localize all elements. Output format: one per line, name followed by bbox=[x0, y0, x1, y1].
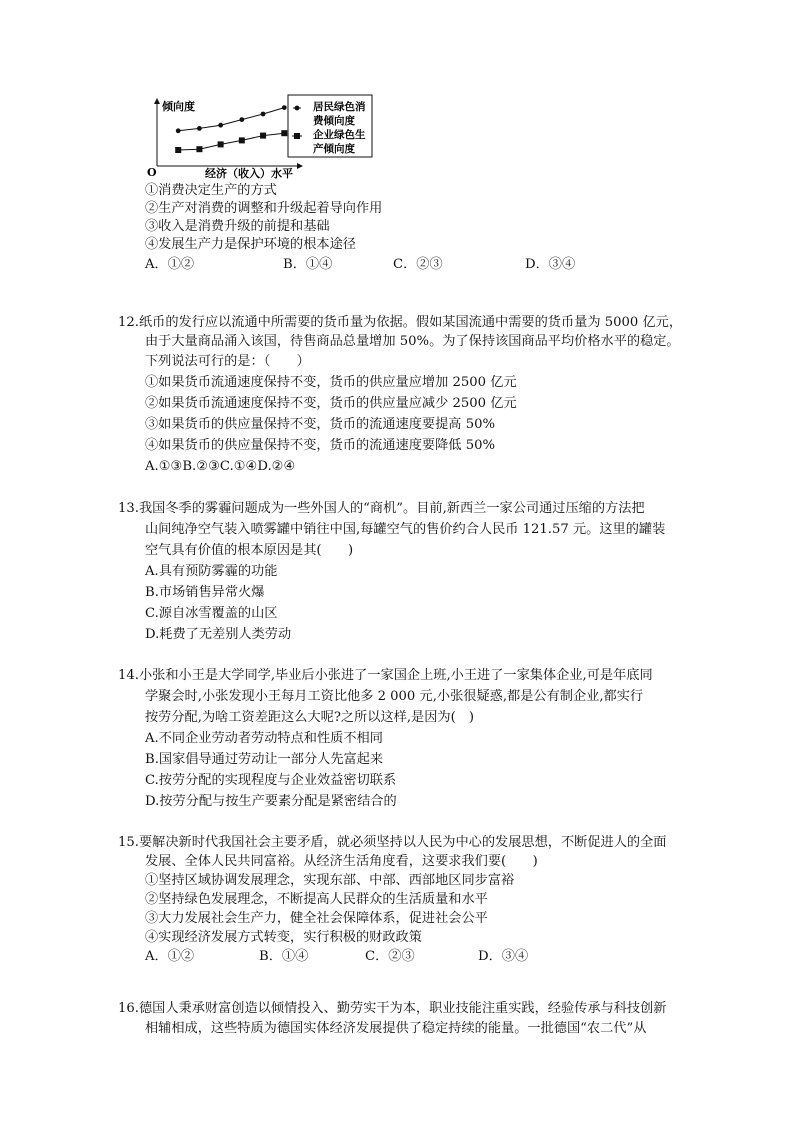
data-point-s1-5 bbox=[281, 130, 287, 136]
y-axis-label: 倾向度 bbox=[162, 100, 195, 113]
q14-option-d[interactable]: D.按劳分配与按生产要素分配是紧密结合的 bbox=[145, 794, 397, 809]
q14-option-a[interactable]: A.不同企业劳动者劳动特点和性质不相同 bbox=[145, 731, 383, 746]
q15-statement-2: ②坚持绿色发展理念，不断提高人民群众的生活质量和水平 bbox=[145, 892, 488, 907]
q14-option-b[interactable]: B.国家倡导通过劳动让一部分人先富起来 bbox=[145, 752, 384, 767]
q12-options[interactable]: A.①③B.②③C.①④D.②④ bbox=[145, 459, 296, 474]
q11-option-d[interactable]: D．③④ bbox=[525, 257, 576, 272]
q11-statement-3: ③收入是消费升级的前提和基础 bbox=[145, 219, 330, 234]
data-point-s0-3 bbox=[239, 117, 244, 122]
q14-stem-line-1: 14.小张和小王是大学同学,毕业后小张进了一家国企上班,小王进了一家集体企业,可是年底同 bbox=[118, 668, 653, 683]
data-point-s0-5 bbox=[282, 105, 287, 110]
q11-statement-2: ②生产对消费的调整和升级起着导向作用 bbox=[145, 201, 383, 216]
q12-stem-line-3: 下列说法可行的是：（ ） bbox=[145, 354, 310, 369]
origin-label: O bbox=[147, 166, 157, 179]
q11-option-c[interactable]: C．②③ bbox=[393, 257, 443, 272]
q15-stem-line-1: 15.要解决新时代我国社会主要矛盾，就必须坚持以人民为中心的发展思想，不断促进人的全面 bbox=[118, 835, 667, 850]
q15-stem-line-2: 发展、全体人民共同富裕。从经济生活角度看，这要求我们要( ) bbox=[145, 854, 538, 869]
q13-option-b[interactable]: B.市场销售异常火爆 bbox=[145, 585, 265, 600]
q15-statement-4: ④实现经济发展方式转变，实行积极的财政政策 bbox=[145, 930, 422, 945]
data-point-s0-1 bbox=[197, 126, 202, 131]
q16-stem-line-1: 16.德国人秉承财富创造以倾情投入、勤劳实干为本，职业技能注重实践，经验传承与科技创新 bbox=[118, 1001, 667, 1016]
q14-option-c[interactable]: C.按劳分配的实现程度与企业效益密切联系 bbox=[145, 773, 397, 788]
legend-enterprise-line1: 企业绿色生 bbox=[313, 129, 366, 141]
q12-statement-3: ③如果货币的供应量保持不变，货币的流通速度要提高 50% bbox=[145, 417, 496, 432]
legend-consumer-line1: 居民绿色消 bbox=[313, 101, 366, 113]
legend-consumer-line2: 费倾向度 bbox=[313, 115, 355, 127]
q13-stem-line-2: 山间纯净空气装入喷雾罐中销往中国,每罐空气的售价约合人民币 121.57 元。这里的罐装 bbox=[145, 522, 666, 537]
data-point-s0-0 bbox=[176, 128, 181, 133]
q13-option-c[interactable]: C.源自冰雪覆盖的山区 bbox=[145, 606, 278, 621]
q12-statement-2: ②如果货币流通速度保持不变，货币的供应量应减少 2500 亿元 bbox=[145, 396, 517, 411]
data-point-s1-3 bbox=[239, 137, 245, 143]
data-point-s1-1 bbox=[196, 146, 202, 152]
q13-option-d[interactable]: D.耗费了无差别人类劳动 bbox=[145, 627, 292, 642]
q15-option-b[interactable]: B．①④ bbox=[259, 949, 309, 964]
q12-stem-line-2: 由于大量商品涌入该国，待售商品总量增加 50%。为了保持该国商品平均价格水平的稳定。 bbox=[145, 334, 680, 349]
data-point-s0-4 bbox=[261, 112, 266, 117]
q12-statement-1: ①如果货币流通速度保持不变，货币的供应量应增加 2500 亿元 bbox=[145, 375, 517, 390]
q13-option-a[interactable]: A.具有预防雾霾的功能 bbox=[145, 564, 278, 579]
data-point-s0-2 bbox=[218, 123, 223, 128]
green-tendency-chart bbox=[0, 0, 794, 180]
q11-option-b[interactable]: B．①④ bbox=[283, 257, 333, 272]
q16-stem-line-2: 相辅相成，这些特质为德国实体经济发展提供了稳定持续的能量。一批德国“农二代”从 bbox=[145, 1021, 647, 1036]
q13-stem-line-3: 空气具有价值的根本原因是其( ) bbox=[145, 543, 354, 558]
q15-option-a[interactable]: A．①② bbox=[145, 949, 195, 964]
q12-stem-line-1: 12.纸币的发行应以流通中所需要的货币量为依据。假如某国流通中需要的货币量为 5000 亿元， bbox=[118, 315, 683, 330]
q11-option-a[interactable]: A．①② bbox=[145, 257, 195, 272]
q15-statement-1: ①坚持区域协调发展理念，实现东部、中部、西部地区同步富裕 bbox=[145, 873, 515, 888]
q14-stem-line-3: 按劳分配,为啥工资差距这么大呢?之所以这样,是因为( ) bbox=[145, 710, 475, 725]
q11-statement-4: ④发展生产力是保护环境的根本途径 bbox=[145, 237, 356, 252]
x-axis-label: 经济（收入）水平 bbox=[205, 167, 293, 180]
series-line-enterprise bbox=[178, 133, 284, 150]
data-point-s1-2 bbox=[218, 141, 224, 147]
q15-option-c[interactable]: C．②③ bbox=[365, 949, 415, 964]
q13-stem-line-1: 13.我国冬季的雾霾问题成为一些外国人的“商机”。目前,新西兰一家公司通过压缩的方法把 bbox=[118, 501, 645, 516]
data-point-s1-4 bbox=[260, 133, 266, 139]
q15-option-d[interactable]: D．③④ bbox=[478, 949, 529, 964]
legend-enterprise-line2: 产倾向度 bbox=[313, 143, 355, 155]
q12-statement-4: ④如果货币的供应量保持不变，货币的流通速度要降低 50% bbox=[145, 438, 496, 453]
q15-statement-3: ③大力发展社会生产力，健全社会保障体系，促进社会公平 bbox=[145, 911, 488, 926]
data-point-s1-0 bbox=[175, 147, 181, 153]
q14-stem-line-2: 学聚会时,小张发现小王每月工资比他多 2 000 元,小张很疑惑,都是公有制企业,都实行 bbox=[145, 689, 644, 704]
q11-statement-1: ①消费决定生产的方式 bbox=[145, 183, 277, 198]
